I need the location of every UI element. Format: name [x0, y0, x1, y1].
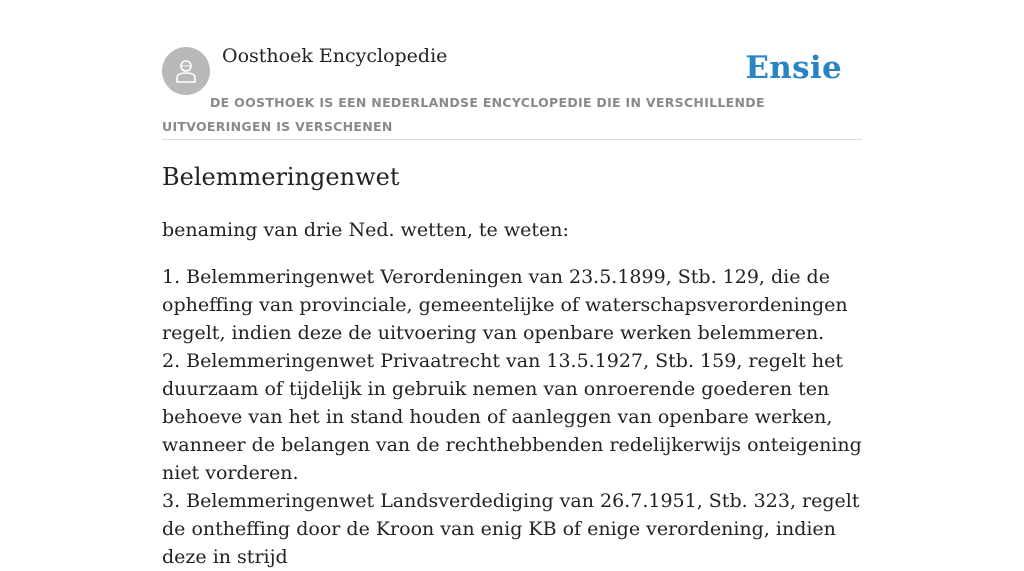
entry-item: 3. Belemmeringenwet Landsverdediging van 26.7.1951, Stb. 323, regelt de ontheffing door de Kroon van enig KB of enige verordening, indien deze in strijd — [162, 490, 860, 568]
user-icon — [171, 56, 201, 86]
header-divider — [162, 139, 862, 140]
entry-intro: benaming van drie Ned. wetten, te weten: — [162, 219, 569, 241]
entry-items — [162, 263, 874, 571]
brand-logo-link[interactable]: Ensie — [745, 50, 842, 86]
entry-item: 2. Belemmeringenwet Privaatrecht van 13.5.1927, Stb. 159, regelt het duurzaam of tijdelijk in gebruik nemen van onroerende goederen ten behoeve van het in stand houden of aanleggen van openbare werken, wanneer de belangen van de rechthebbenden redelijkerwijs onteigening niet vorderen. — [162, 350, 862, 484]
entry-item: 1. Belemmeringenwet Verordeningen van 23.5.1899, Stb. 129, die de opheffing van provinciale, gemeentelijke of waterschapsverordeningen regelt, indien deze de uitvoering van openbare werken belemmeren. — [162, 266, 848, 344]
source-avatar[interactable] — [162, 47, 210, 95]
entry-title: Belemmeringenwet — [162, 163, 400, 191]
source-description: DE OOSTHOEK IS EEN NEDERLANDSE ENCYCLOPEDIE DIE IN VERSCHILLENDE UITVOERINGEN IS VERSCHENEN — [162, 95, 765, 134]
page-container — [162, 0, 862, 568]
source-title[interactable]: Oosthoek Encyclopedie — [222, 45, 448, 67]
